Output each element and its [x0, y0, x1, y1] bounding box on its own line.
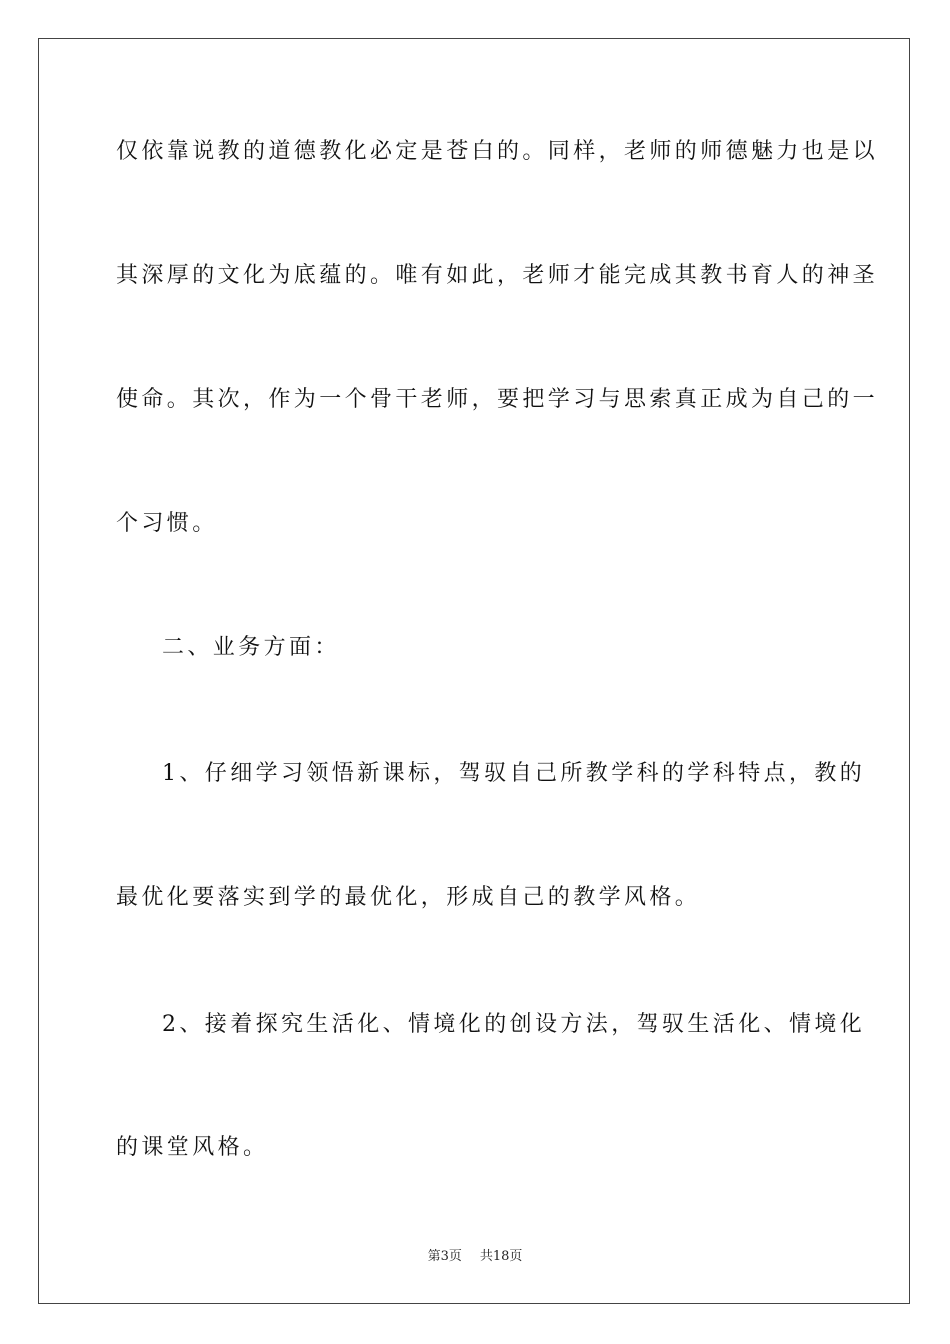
paragraph-line-3: 使命。其次，作为一个骨干老师，要把学习与思索真正成为自己的一	[116, 387, 879, 412]
list-item-2-line-1: 2、接着探究生活化、情境化的创设方法，驾驭生活化、情境化	[162, 1012, 866, 1037]
paragraph-line-2: 其深厚的文化为底蕴的。唯有如此，老师才能完成其教书育人的神圣	[116, 263, 879, 288]
section-heading: 二、业务方面：	[162, 635, 340, 660]
page-number: 第3页	[427, 1249, 462, 1264]
list-item-2-line-2: 的课堂风格。	[116, 1135, 269, 1160]
list-item-1-line-1: 1、仔细学习领悟新课标，驾驭自己所教学科的学科特点，教的	[162, 761, 866, 786]
paragraph-line-1: 仅依靠说教的道德教化必定是苍白的。同样，老师的师德魅力也是以	[116, 139, 879, 164]
total-pages: 共18页	[479, 1249, 523, 1264]
page-footer	[0, 1248, 950, 1266]
list-item-1-line-2: 最优化要落实到学的最优化，形成自己的教学风格。	[116, 885, 701, 910]
page-border	[38, 38, 910, 1304]
paragraph-line-4: 个习惯。	[116, 511, 218, 536]
